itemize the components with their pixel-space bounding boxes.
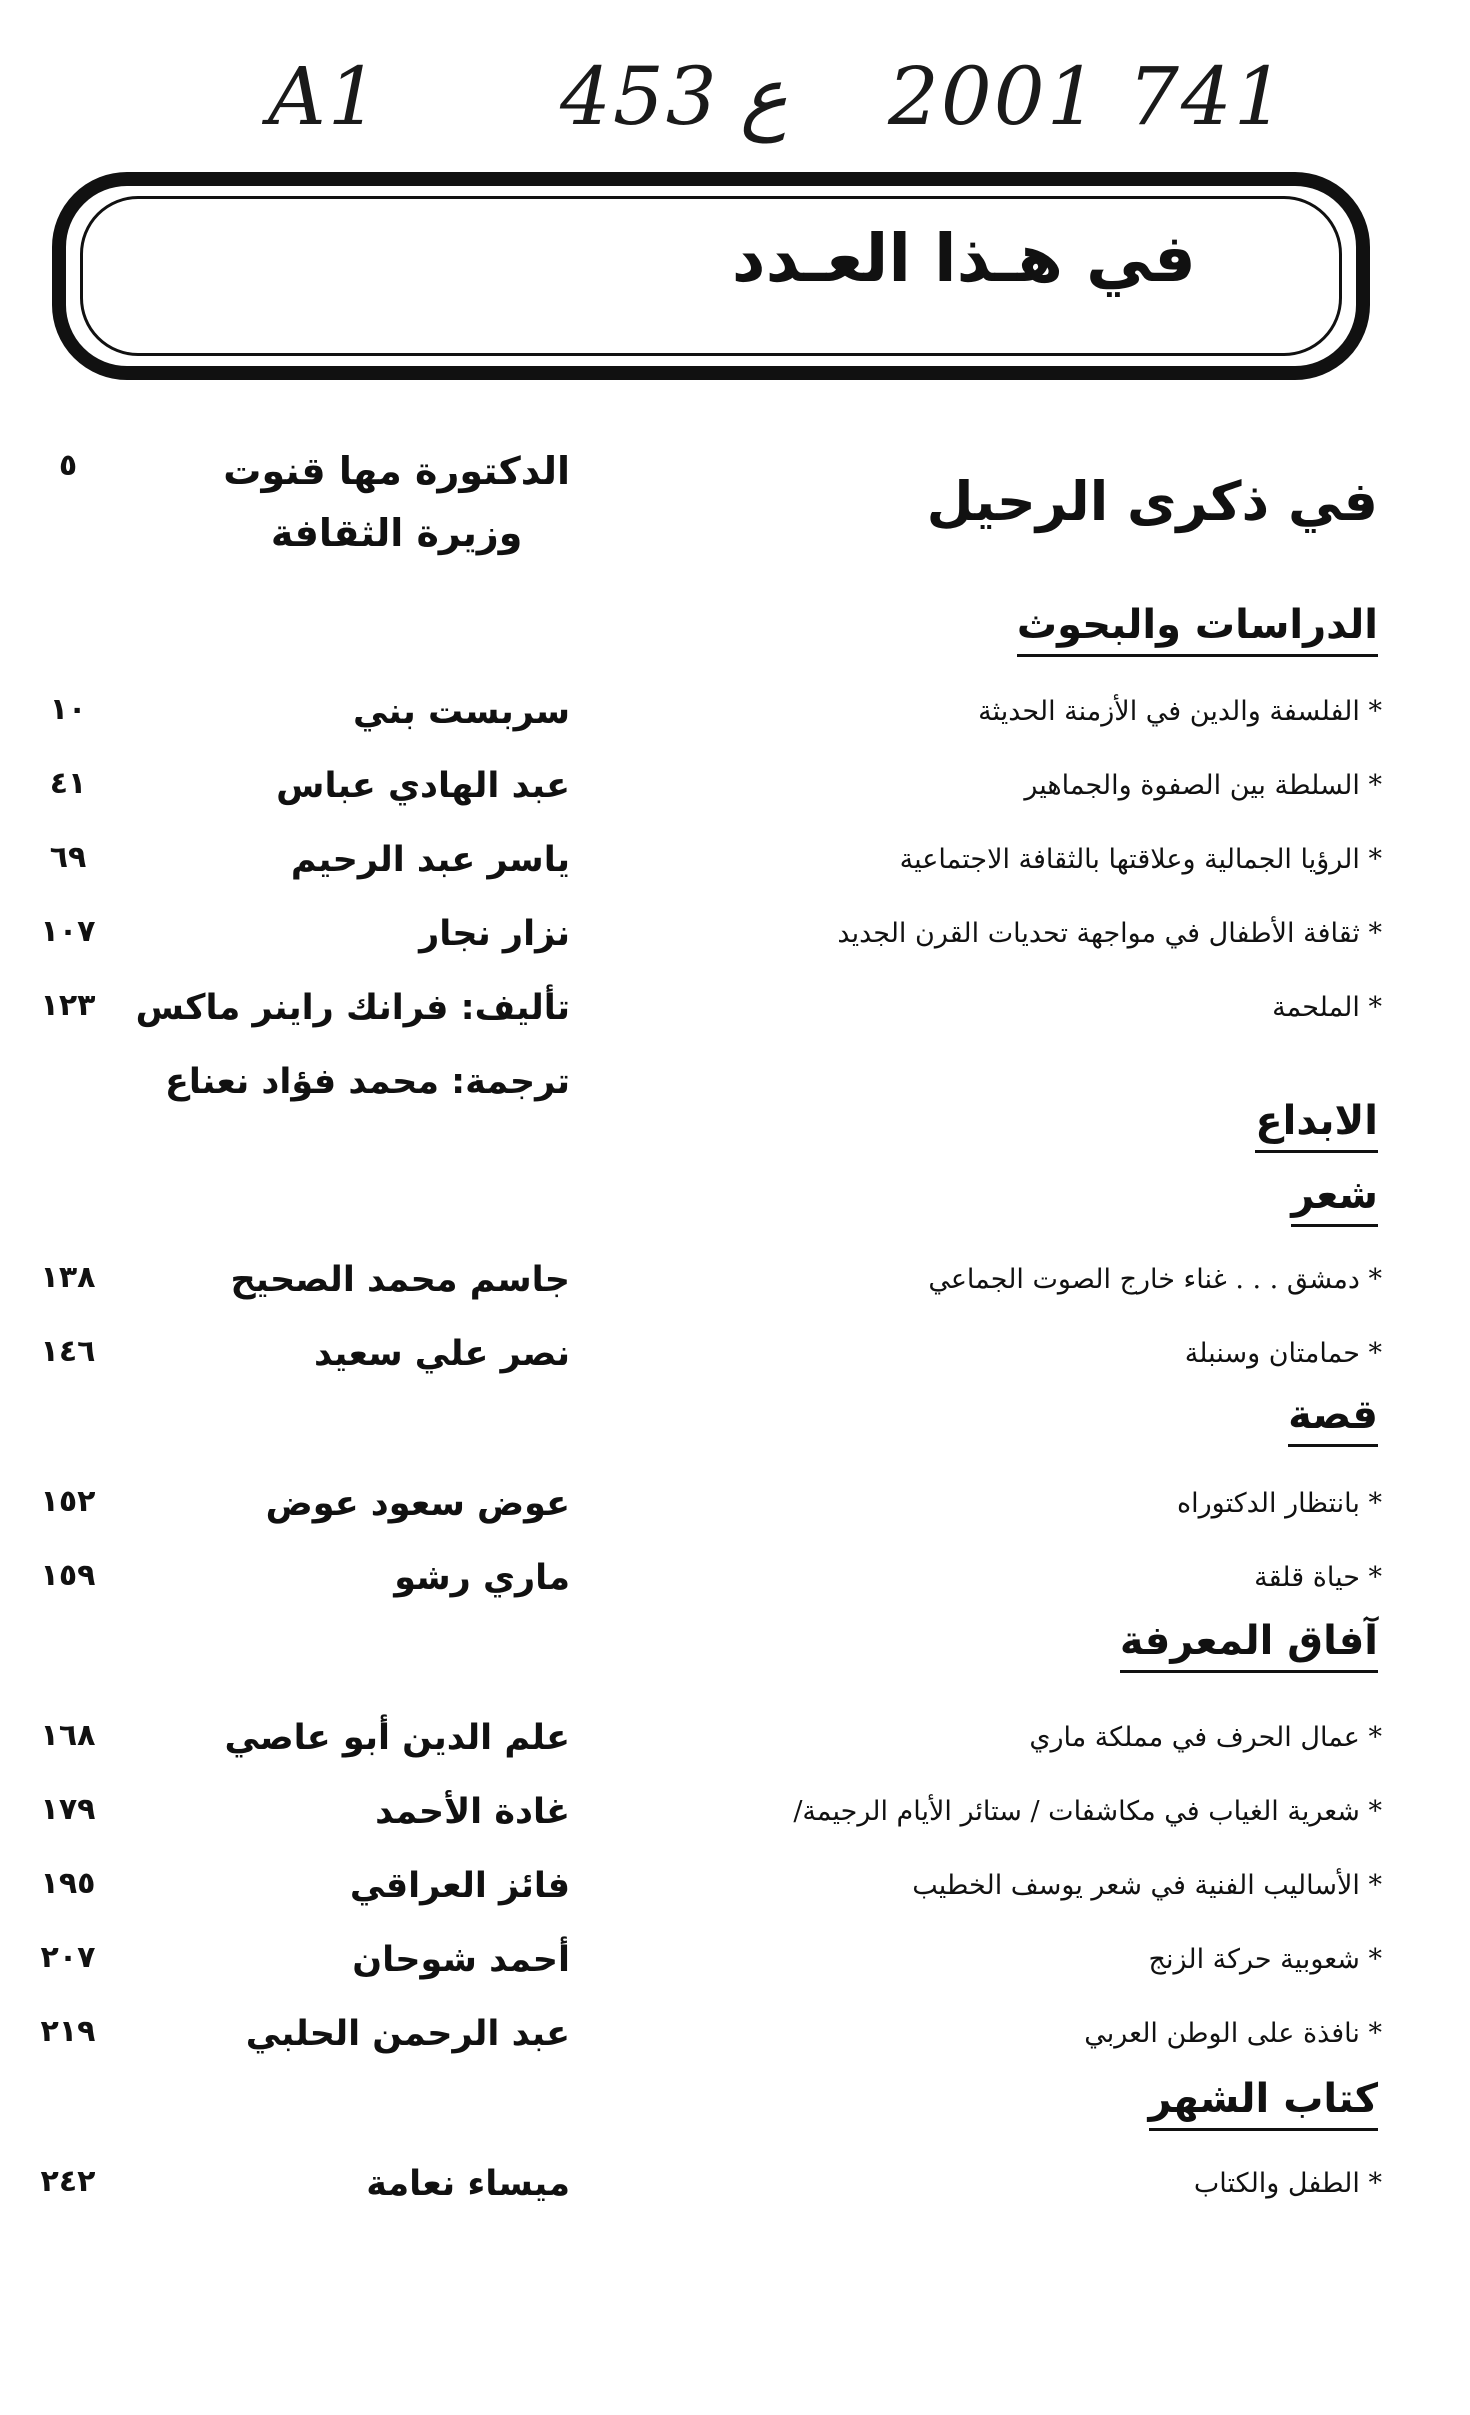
toc-row[interactable] <box>0 1788 1470 1848</box>
toc-item-title: * ثقافة الأطفال في مواجهة تحديات القرن الجديد <box>837 918 1382 949</box>
handwritten-note-letter: ع <box>740 50 788 143</box>
toc-item-page: ١٤٦ <box>40 1334 96 1369</box>
section-heading-creativity: الابداع <box>1255 1098 1378 1153</box>
toc-item-author: نزار نجار <box>419 914 570 954</box>
toc-item-author: عوض سعود عوض <box>265 1484 570 1524</box>
toc-item-title: * شعرية الغياب في مكاشفات / ستائر الأيام الرجيمة/ <box>793 1796 1382 1827</box>
toc-row[interactable] <box>0 2160 1470 2220</box>
toc-item-title: * الملحمة <box>1272 992 1382 1023</box>
toc-item-author: أحمد شوحان <box>352 1940 570 1980</box>
toc-item-page: ١٩٥ <box>40 1866 96 1901</box>
toc-item-author: عبد الهادي عباس <box>276 766 570 806</box>
toc-item-title: * حياة قلقة <box>1254 1562 1382 1593</box>
handwritten-note-code: 741 <box>1128 50 1287 143</box>
page-title: في هـذا العـدد <box>731 220 1196 297</box>
toc-row[interactable] <box>0 688 1470 748</box>
handwritten-note-number: 453 <box>560 50 719 143</box>
toc-row[interactable] <box>0 1862 1470 1922</box>
toc-item-title: * نافذة على الوطن العربي <box>1084 2018 1382 2049</box>
toc-item-page: ١٥٢ <box>40 1484 96 1519</box>
toc-item-author: علم الدين أبو عاصي <box>224 1718 570 1758</box>
toc-item-title: * الأساليب الفنية في شعر يوسف الخطيب <box>912 1870 1382 1901</box>
toc-item-title: * الفلسفة والدين في الأزمنة الحديثة <box>978 696 1382 727</box>
section-heading-horizons: آفاق المعرفة <box>1120 1618 1378 1673</box>
toc-item-page: ٢٤٢ <box>40 2164 96 2199</box>
toc-row-translator <box>0 1058 1470 1118</box>
toc-item-translator: ترجمة: محمد فؤاد نعناع <box>164 1062 570 1102</box>
toc-item-page: ١٠٧ <box>40 914 96 949</box>
toc-item-page: ١٣٨ <box>40 1260 96 1295</box>
toc-row[interactable] <box>0 910 1470 970</box>
toc-item-title: * بانتظار الدكتوراه <box>1176 1488 1382 1519</box>
toc-item-title: * الطفل والكتاب <box>1193 2168 1382 2199</box>
toc-item-author: ميساء نعامة <box>366 2164 570 2204</box>
toc-row[interactable] <box>0 1330 1470 1390</box>
toc-item-title: * دمشق . . . غناء خارج الصوت الجماعي <box>928 1264 1382 1295</box>
toc-item-author: عبد الرحمن الحلبي <box>245 2014 570 2054</box>
section-heading-story: قصة <box>1288 1392 1378 1447</box>
section-heading-studies: الدراسات والبحوث <box>1017 602 1378 657</box>
dedication-block <box>223 440 570 564</box>
section-heading-memorial: في ذكرى الرحيل <box>926 470 1378 533</box>
toc-row[interactable] <box>0 762 1470 822</box>
toc-row[interactable] <box>0 1936 1470 1996</box>
toc-row[interactable] <box>0 984 1470 1044</box>
toc-item-title: * عمال الحرف في مملكة ماري <box>1029 1722 1382 1753</box>
toc-item-author: نصر علي سعيد <box>313 1334 570 1374</box>
header-banner <box>52 172 1370 380</box>
dedication-page-number: ٥ <box>58 448 78 483</box>
toc-item-page: ٦٩ <box>49 840 87 875</box>
toc-item-author: ياسر عبد الرحيم <box>290 840 570 880</box>
toc-item-page: ٢٠٧ <box>40 1940 96 1975</box>
toc-row[interactable] <box>0 1714 1470 1774</box>
toc-row[interactable] <box>0 1554 1470 1614</box>
toc-item-author: جاسم محمد الصحيح <box>230 1260 570 1300</box>
handwritten-note-a1: A1 <box>268 50 381 143</box>
handwritten-note-year: 2001 <box>888 50 1100 143</box>
toc-item-page: ١٧٩ <box>40 1792 96 1827</box>
section-heading-poetry: شعر <box>1291 1172 1378 1227</box>
toc-item-title: * السلطة بين الصفوة والجماهير <box>1024 770 1382 801</box>
toc-item-author: سربست بني <box>352 692 570 732</box>
toc-row[interactable] <box>0 1256 1470 1316</box>
dedication-name: الدكتورة مها قنوت <box>223 449 570 493</box>
toc-item-page: ١٠ <box>49 692 87 727</box>
toc-item-author: ماري رشو <box>394 1558 570 1598</box>
toc-item-author: فائز العراقي <box>349 1866 570 1906</box>
toc-item-title: * شعوبية حركة الزنج <box>1148 1944 1382 1975</box>
toc-row[interactable] <box>0 1480 1470 1540</box>
section-heading-book: كتاب الشهر <box>1149 2076 1378 2131</box>
dedication-role: وزيرة الثقافة <box>270 511 523 555</box>
toc-item-title: * حمامتان وسنبلة <box>1184 1338 1382 1369</box>
toc-item-page: ٢١٩ <box>40 2014 96 2049</box>
toc-item-page: ١٦٨ <box>40 1718 96 1753</box>
toc-item-author: تأليف: فرانك راينر ماكس <box>135 988 570 1028</box>
toc-item-page: ١٢٣ <box>40 988 96 1023</box>
toc-row[interactable] <box>0 836 1470 896</box>
toc-row[interactable] <box>0 2010 1470 2070</box>
toc-item-author: غادة الأحمد <box>375 1792 570 1832</box>
toc-item-page: ١٥٩ <box>40 1558 96 1593</box>
toc-item-page: ٤١ <box>49 766 87 801</box>
toc-item-title: * الرؤيا الجمالية وعلاقتها بالثقافة الاجتماعية <box>899 844 1382 875</box>
